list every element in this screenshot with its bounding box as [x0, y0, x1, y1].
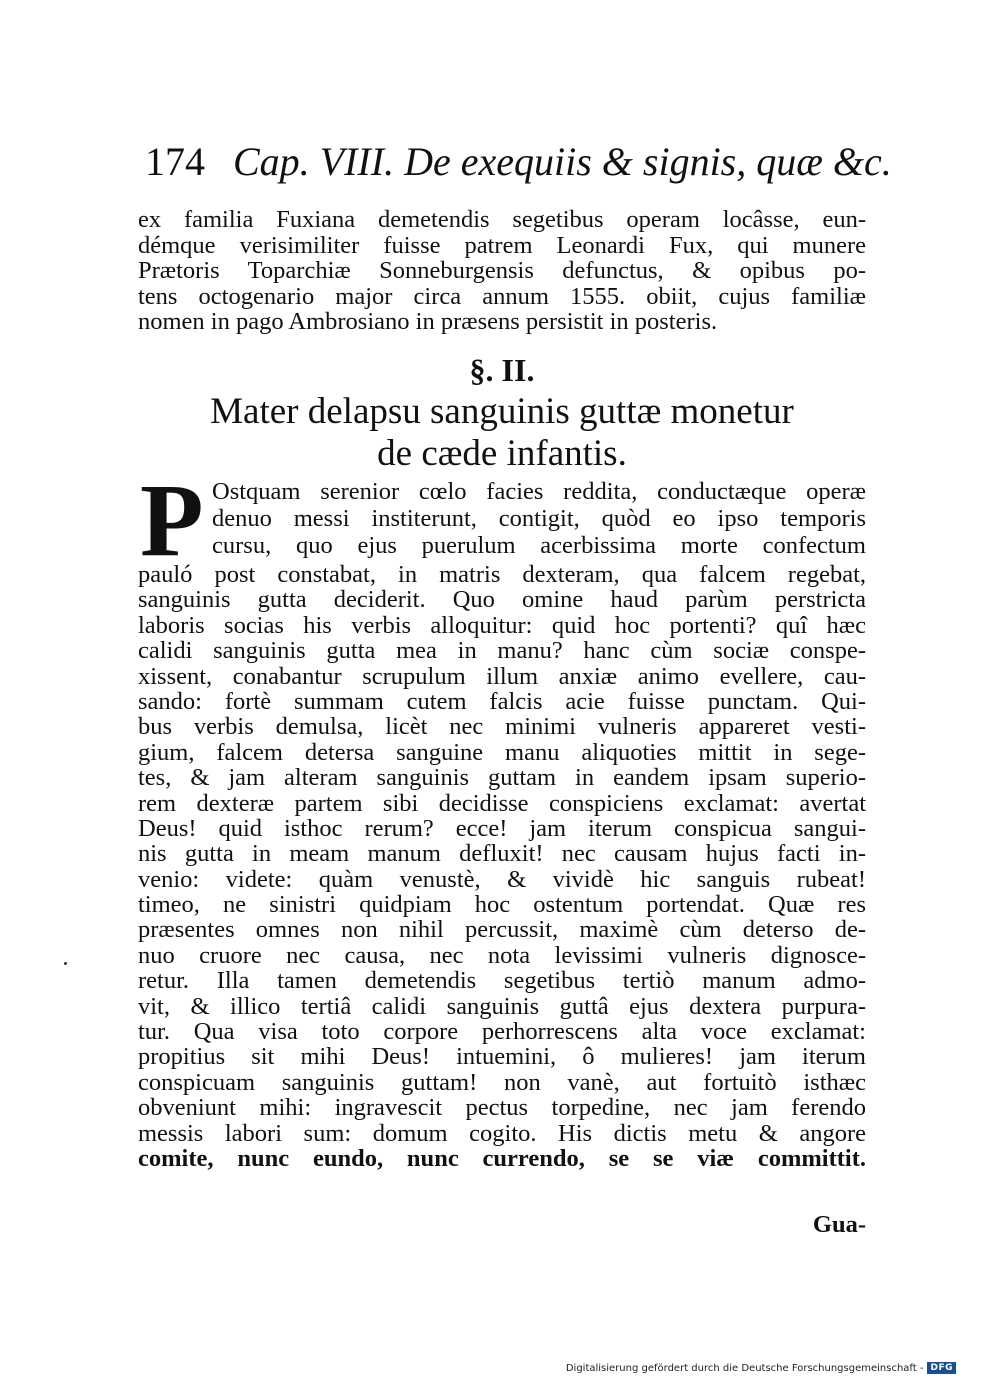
text-line: bus verbis demulsa, licèt nec minimi vulneris appareret vesti-: [138, 713, 866, 741]
text-line: sanguinis gutta deciderit. Quo omine haud parùm perstricta: [138, 586, 866, 614]
text-line: rem dexteræ partem sibi decidisse conspiciens exclamat: avertat: [138, 789, 866, 817]
text-line: messis labori sum: domum cogito. His dictis metu & angore: [138, 1119, 866, 1147]
text-line: gium, falcem detersa sanguine manu aliquoties mittit in sege-: [138, 738, 866, 766]
text-line: ex familia Fuxiana demetendis segetibus operam locâsse, eun-: [138, 206, 866, 233]
section-number: §. II.: [469, 352, 535, 388]
text-line: pauló post constabat, in matris dexteram, qua falcem regebat,: [138, 561, 866, 588]
text-line: Deus! quid isthoc rerum? ecce! jam iterum conspicua sangui-: [138, 814, 866, 842]
text-line: cursu, quo ejus puerulum acerbissima morte confectum: [212, 532, 866, 559]
section-heading-line-2: de cæde infantis.: [377, 433, 627, 474]
digitization-credit: [566, 1362, 956, 1374]
running-title: Cap. VIII. De exequiis & signis, quæ &c.: [233, 139, 892, 184]
text-line: comite, nunc eundo, nunc currendo, se se viæ committit.: [138, 1144, 866, 1172]
text-line: nuo cruore nec causa, nec nota levissimi vulneris dignosce-: [138, 941, 866, 969]
scan-speck: [64, 962, 67, 965]
running-head: [145, 139, 892, 184]
text-line: retur. Illa tamen demetendis segetibus tertiò manum admo-: [138, 967, 866, 995]
text-line: vit, & illico tertiâ calidi sanguinis guttâ ejus dextera purpura-: [138, 992, 866, 1020]
text-line: laboris socias his verbis alloquitur: quid hoc portenti? quî hæc: [138, 611, 866, 639]
text-line: démque verisimiliter fuisse patrem Leonardi Fux, qui munere: [138, 231, 866, 259]
text-line: tur. Qua visa toto corpore perhorrescens alta voce exclamat:: [138, 1018, 866, 1046]
text-line: timeo, ne sinistri quidpiam hoc ostentum portendat. Quæ res: [138, 891, 866, 919]
text-line: denuo messi institerunt, contigit, quòd eo ipso temporis: [212, 505, 866, 532]
text-line: calidi sanguinis gutta mea in manu? hanc cùm sociæ conspe-: [138, 637, 866, 665]
text-line: tens octogenario major circa annum 1555. obiit, cujus familiæ: [138, 282, 866, 310]
text-line: nis gutta in meam manum defluxit! nec causam hujus facti in-: [138, 840, 866, 868]
text-line: obveniunt mihi: ingravescit pectus torpedine, nec jam ferendo: [138, 1094, 866, 1122]
text-line: xissent, conabantur scrupulum illum anxiæ animo evellere, cau-: [138, 662, 866, 690]
text-line: præsentes omnes non nihil percussit, maximè cùm deterso de-: [138, 916, 866, 944]
text-line: venio: videte: quàm venustè, & vividè hic sanguis rubeat!: [138, 865, 866, 893]
text-line: Ostquam serenior cœlo facies reddita, conductæque operæ: [212, 478, 866, 505]
section-heading-line-1: Mater delapsu sanguinis guttæ monetur: [210, 391, 794, 432]
catchword: Gua-: [812, 1211, 866, 1238]
text-line: propitius sit mihi Deus! intuemini, ô mulieres! jam iterum: [138, 1043, 866, 1071]
text-line: sando: fortè summam cutem falcis acie fuisse punctam. Qui-: [138, 687, 866, 715]
text-line: tes, & jam alteram sanguinis guttam in eandem ipsam superio-: [138, 764, 866, 792]
credit-text: Digitalisierung gefördert durch die Deutsche Forschungsgemeinschaft -: [565, 1362, 924, 1374]
drop-cap: P: [140, 463, 204, 578]
text-line: nomen in pago Ambrosiano in præsens persistit in posteris.: [138, 308, 718, 336]
page-number: 174: [145, 139, 205, 184]
body-paragraph: [138, 562, 866, 1171]
dfg-logo: DFG: [927, 1362, 956, 1374]
text-line: conspicuam sanguinis guttam! non vanè, aut fortuitò isthæc: [138, 1068, 866, 1096]
text-line: Prætoris Toparchiæ Sonneburgensis defunctus, & opibus po-: [138, 257, 866, 285]
intro-paragraph: [138, 207, 866, 335]
dropcap-paragraph-start: [212, 478, 866, 559]
